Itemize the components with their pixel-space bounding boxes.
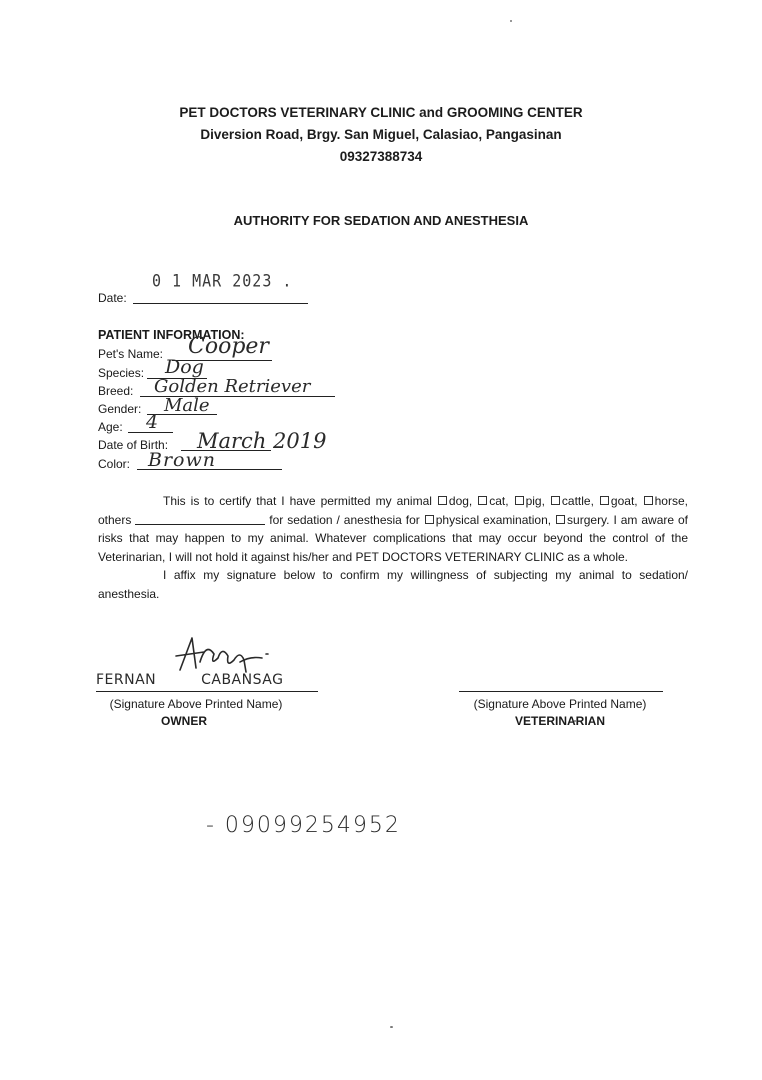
option-pig: pig, — [525, 494, 545, 508]
vet-caption: (Signature Above Printed Name) — [473, 697, 647, 711]
consent-affirmation: I affix my signature below to confirm my willingness of subjecting my animal to sedation/ anesthesia. — [98, 568, 688, 601]
owner-signature-line — [96, 691, 318, 692]
age-value: 4 — [146, 411, 159, 433]
patient-info-heading: PATIENT INFORMATION: — [98, 328, 245, 342]
breed-value: Golden Retriever — [154, 376, 311, 397]
dob-value: March 2019 — [197, 429, 327, 453]
checkbox-surgery[interactable] — [556, 515, 565, 524]
option-dog: dog, — [448, 494, 473, 508]
date-line — [133, 303, 308, 304]
option-horse: horse, others — [98, 494, 688, 527]
scan-speck — [390, 1026, 393, 1028]
species-label: Species: — [98, 366, 145, 380]
others-blank[interactable] — [135, 514, 265, 525]
checkbox-cat[interactable] — [478, 496, 487, 505]
consent-risks: I am aware of risks that may happen to my animal. Whatever complications that may occur beyond the control of the Veterinarian, I will not hold it against his/her and PET DOCTORS VETERINARY CLINIC as a whole. — [98, 512, 688, 564]
dob-label: Date of Birth: — [98, 438, 169, 452]
owner-signature-block — [96, 697, 296, 728]
checkbox-cattle[interactable] — [551, 496, 560, 505]
gender-value: Male — [164, 395, 210, 416]
consent-intro: This is to certify that I have permitted my animal — [163, 494, 432, 508]
form-title: AUTHORITY FOR SEDATION AND ANESTHESIA — [233, 213, 529, 228]
owner-role: OWNER — [161, 714, 207, 728]
vet-role: VETERINARIAN — [514, 714, 605, 728]
consent-text — [98, 492, 688, 603]
owner-caption: (Signature Above Printed Name) — [109, 697, 283, 711]
pet-name-label: Pet's Name: — [98, 347, 163, 361]
vet-signature-block — [458, 697, 662, 728]
handwritten-phone: - 09099254952 — [206, 813, 401, 838]
option-cattle: cattle, — [561, 494, 594, 508]
owner-printed-name: FERNAN CABANSAG — [96, 672, 284, 688]
date-label: Date: — [98, 291, 127, 305]
breed-label: Breed: — [98, 384, 134, 398]
checkbox-dog[interactable] — [438, 496, 447, 505]
scan-speck — [510, 20, 512, 22]
date-stamp: 0 1 MAR 2023 . — [152, 270, 293, 292]
option-physical-exam: physical examination, — [435, 512, 552, 527]
checkbox-pig[interactable] — [515, 496, 524, 505]
color-label: Color: — [98, 457, 131, 471]
clinic-name: PET DOCTORS VETERINARY CLINIC and GROOMING CENTER — [179, 105, 583, 120]
gender-label: Gender: — [98, 402, 142, 416]
option-cat: cat, — [489, 494, 509, 508]
species-value: Dog — [165, 356, 204, 378]
option-goat: goat, — [610, 494, 638, 508]
option-surgery: surgery. — [567, 512, 610, 527]
vet-signature-line — [459, 691, 663, 692]
age-label: Age: — [98, 420, 123, 434]
checkbox-physical-exam[interactable] — [425, 515, 434, 524]
consent-purpose: for sedation / anesthesia for — [269, 512, 420, 527]
clinic-phone: 09327388734 — [339, 149, 423, 164]
color-value: Brown — [148, 449, 216, 471]
checkbox-horse[interactable] — [644, 496, 653, 505]
pet-name-value: Cooper — [188, 334, 269, 359]
checkbox-goat[interactable] — [600, 496, 609, 505]
clinic-address: Diversion Road, Brgy. San Miguel, Calasiao, Pangasinan — [200, 127, 562, 142]
